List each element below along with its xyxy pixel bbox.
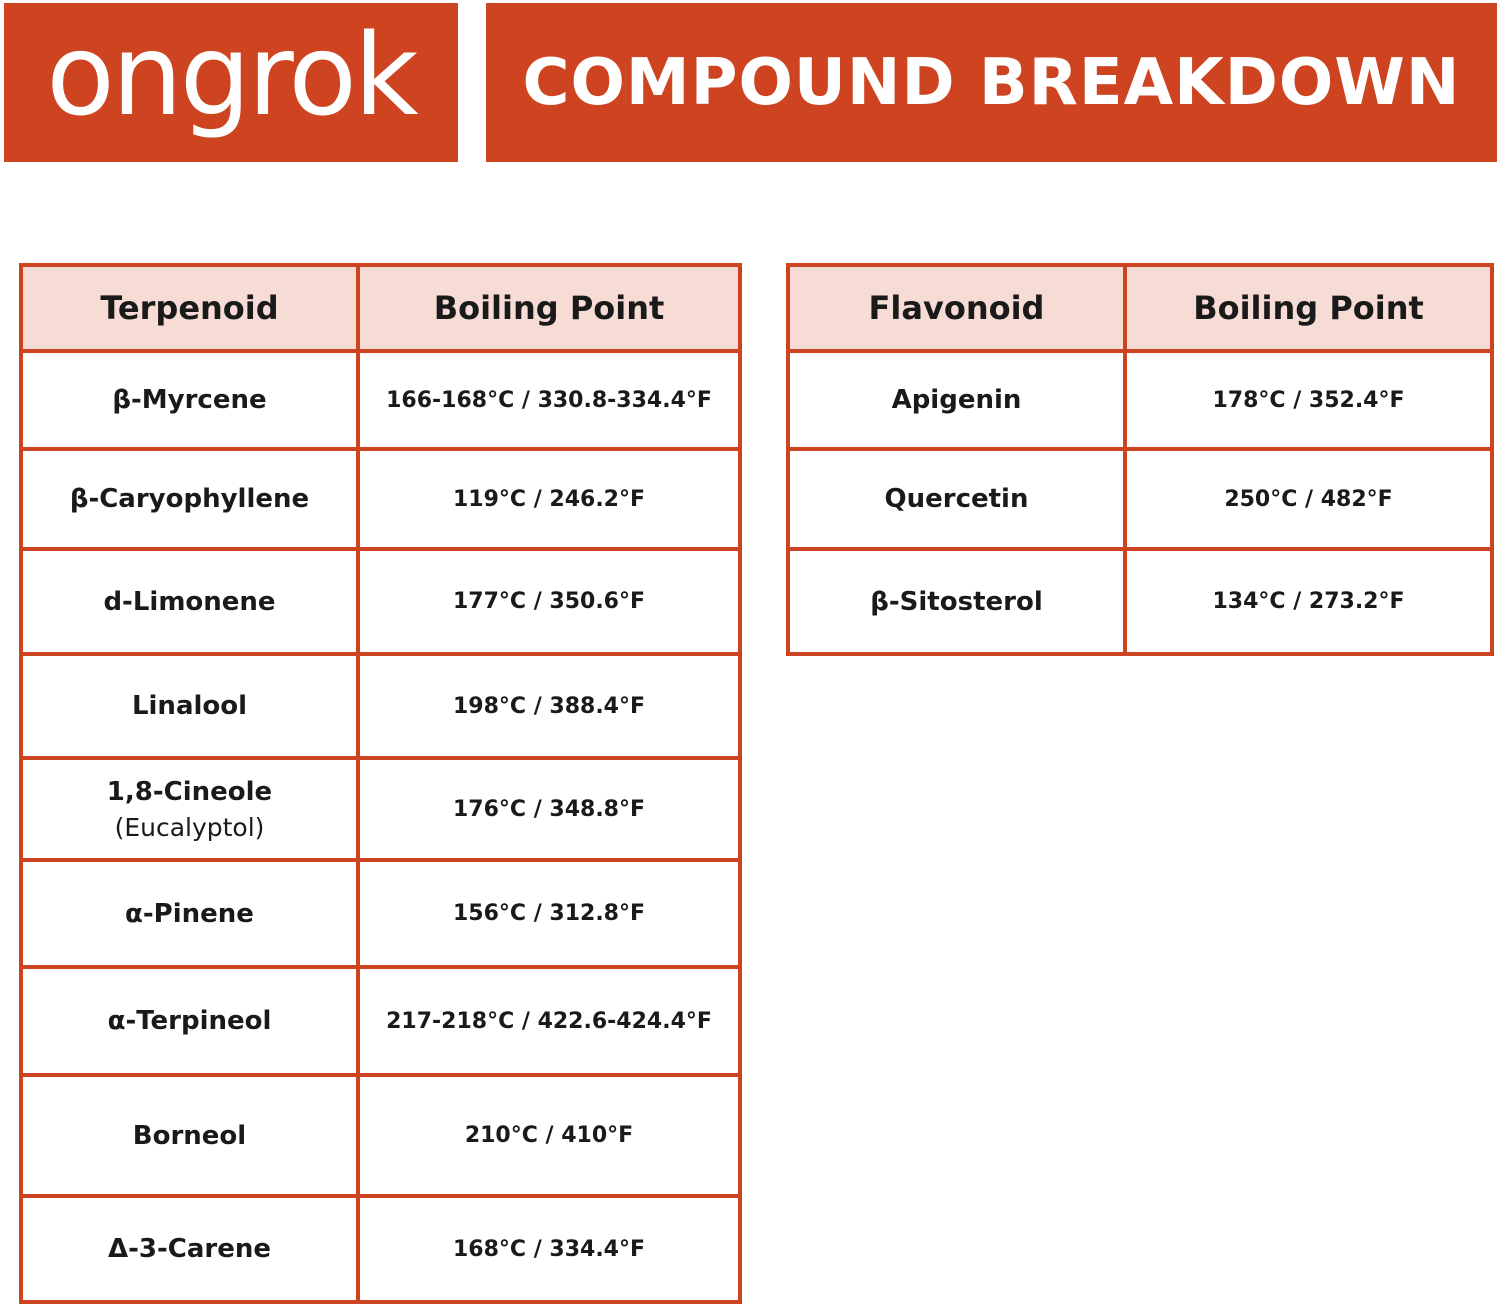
boiling-point-value: 250°C / 482°F — [1125, 449, 1492, 549]
table-row — [788, 549, 1492, 654]
table-row — [21, 758, 740, 860]
boiling-point-value: 156°C / 312.8°F — [358, 860, 740, 967]
page-title: COMPOUND BREAKDOWN — [522, 45, 1461, 120]
compound-name: Borneol — [21, 1075, 358, 1196]
column-header-boiling-point: Boiling Point — [358, 265, 740, 351]
compound-name: Δ-3-Carene — [21, 1196, 358, 1302]
compound-name: d-Limonene — [21, 549, 358, 654]
table-row — [788, 449, 1492, 549]
compound-name: β-Sitosterol — [788, 549, 1125, 654]
column-header-boiling-point: Boiling Point — [1125, 265, 1492, 351]
table-row — [21, 1196, 740, 1302]
compound-name: Linalool — [21, 654, 358, 758]
logo-banner — [4, 3, 458, 162]
compound-name: Apigenin — [788, 351, 1125, 449]
boiling-point-value: 210°C / 410°F — [358, 1075, 740, 1196]
title-banner — [486, 3, 1497, 162]
terpenoid-table — [19, 263, 742, 1304]
table-row — [21, 654, 740, 758]
column-header-flavonoid: Flavonoid — [788, 265, 1125, 351]
boiling-point-value: 166-168°C / 330.8-334.4°F — [358, 351, 740, 449]
boiling-point-value: 176°C / 348.8°F — [358, 758, 740, 860]
boiling-point-value: 119°C / 246.2°F — [358, 449, 740, 549]
compound-alias: (Eucalyptol) — [114, 812, 265, 842]
table-row — [21, 860, 740, 967]
compound-name: α-Pinene — [21, 860, 358, 967]
compound-name-cell — [21, 758, 358, 860]
boiling-point-value: 178°C / 352.4°F — [1125, 351, 1492, 449]
table-header-row — [788, 265, 1492, 351]
boiling-point-value: 134°C / 273.2°F — [1125, 549, 1492, 654]
table-row — [788, 351, 1492, 449]
compound-name: β-Myrcene — [21, 351, 358, 449]
table-row — [21, 351, 740, 449]
table-row — [21, 549, 740, 654]
table-row — [21, 449, 740, 549]
table-row — [21, 967, 740, 1075]
compound-name: 1,8-Cineole — [106, 776, 273, 807]
compound-name: β-Caryophyllene — [21, 449, 358, 549]
compound-name: α-Terpineol — [21, 967, 358, 1075]
table-row — [21, 1075, 740, 1196]
table-header-row — [21, 265, 740, 351]
boiling-point-value: 168°C / 334.4°F — [358, 1196, 740, 1302]
boiling-point-value: 198°C / 388.4°F — [358, 654, 740, 758]
flavonoid-table — [786, 263, 1494, 656]
brand-logo: ongrok — [46, 10, 416, 141]
boiling-point-value: 217-218°C / 422.6-424.4°F — [358, 967, 740, 1075]
compound-name: Quercetin — [788, 449, 1125, 549]
boiling-point-value: 177°C / 350.6°F — [358, 549, 740, 654]
column-header-terpenoid: Terpenoid — [21, 265, 358, 351]
